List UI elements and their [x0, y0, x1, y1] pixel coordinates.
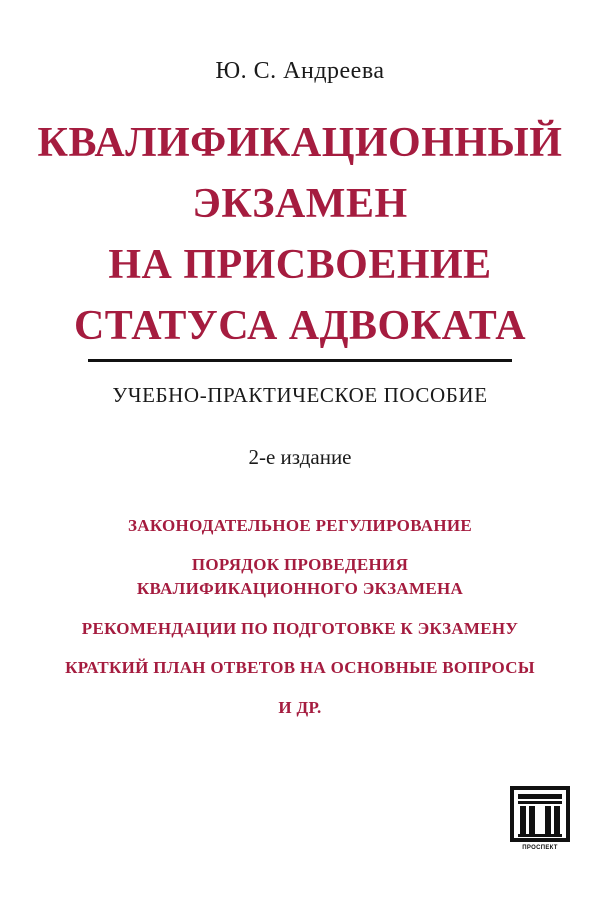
author-name: Ю. С. Андреева: [215, 58, 385, 84]
topic-item: РЕКОМЕНДАЦИИ ПО ПОДГОТОВКЕ К ЭКЗАМЕНУ: [81, 619, 519, 638]
topic-item: ПОРЯДОК ПРОВЕДЕНИЯ: [191, 555, 409, 574]
topic-item: ЗАКОНОДАТЕЛЬНОЕ РЕГУЛИРОВАНИЕ: [127, 516, 473, 535]
title-line: СТАТУСА АДВОКАТА: [73, 303, 527, 349]
title-line: КВАЛИФИКАЦИОННЫЙ: [37, 120, 563, 166]
title-line: НА ПРИСВОЕНИЕ: [108, 242, 492, 288]
publisher-logo-icon: [509, 785, 571, 843]
book-subtitle: УЧЕБНО-ПРАКТИЧЕСКОЕ ПОСОБИЕ: [112, 383, 488, 407]
title-divider: [88, 359, 512, 362]
topic-item: КВАЛИФИКАЦИОННОГО ЭКЗАМЕНА: [136, 579, 464, 598]
publisher-name: ПРОСПЕКТ: [522, 845, 558, 851]
publisher-logo: [500, 785, 580, 857]
title-line: ЭКЗАМЕН: [192, 181, 408, 227]
topic-item: КРАТКИЙ ПЛАН ОТВЕТОВ НА ОСНОВНЫЕ ВОПРОСЫ: [65, 658, 535, 677]
edition-label: 2-е издание: [248, 445, 352, 469]
book-title: [0, 113, 600, 357]
topic-item: И ДР.: [278, 698, 322, 717]
